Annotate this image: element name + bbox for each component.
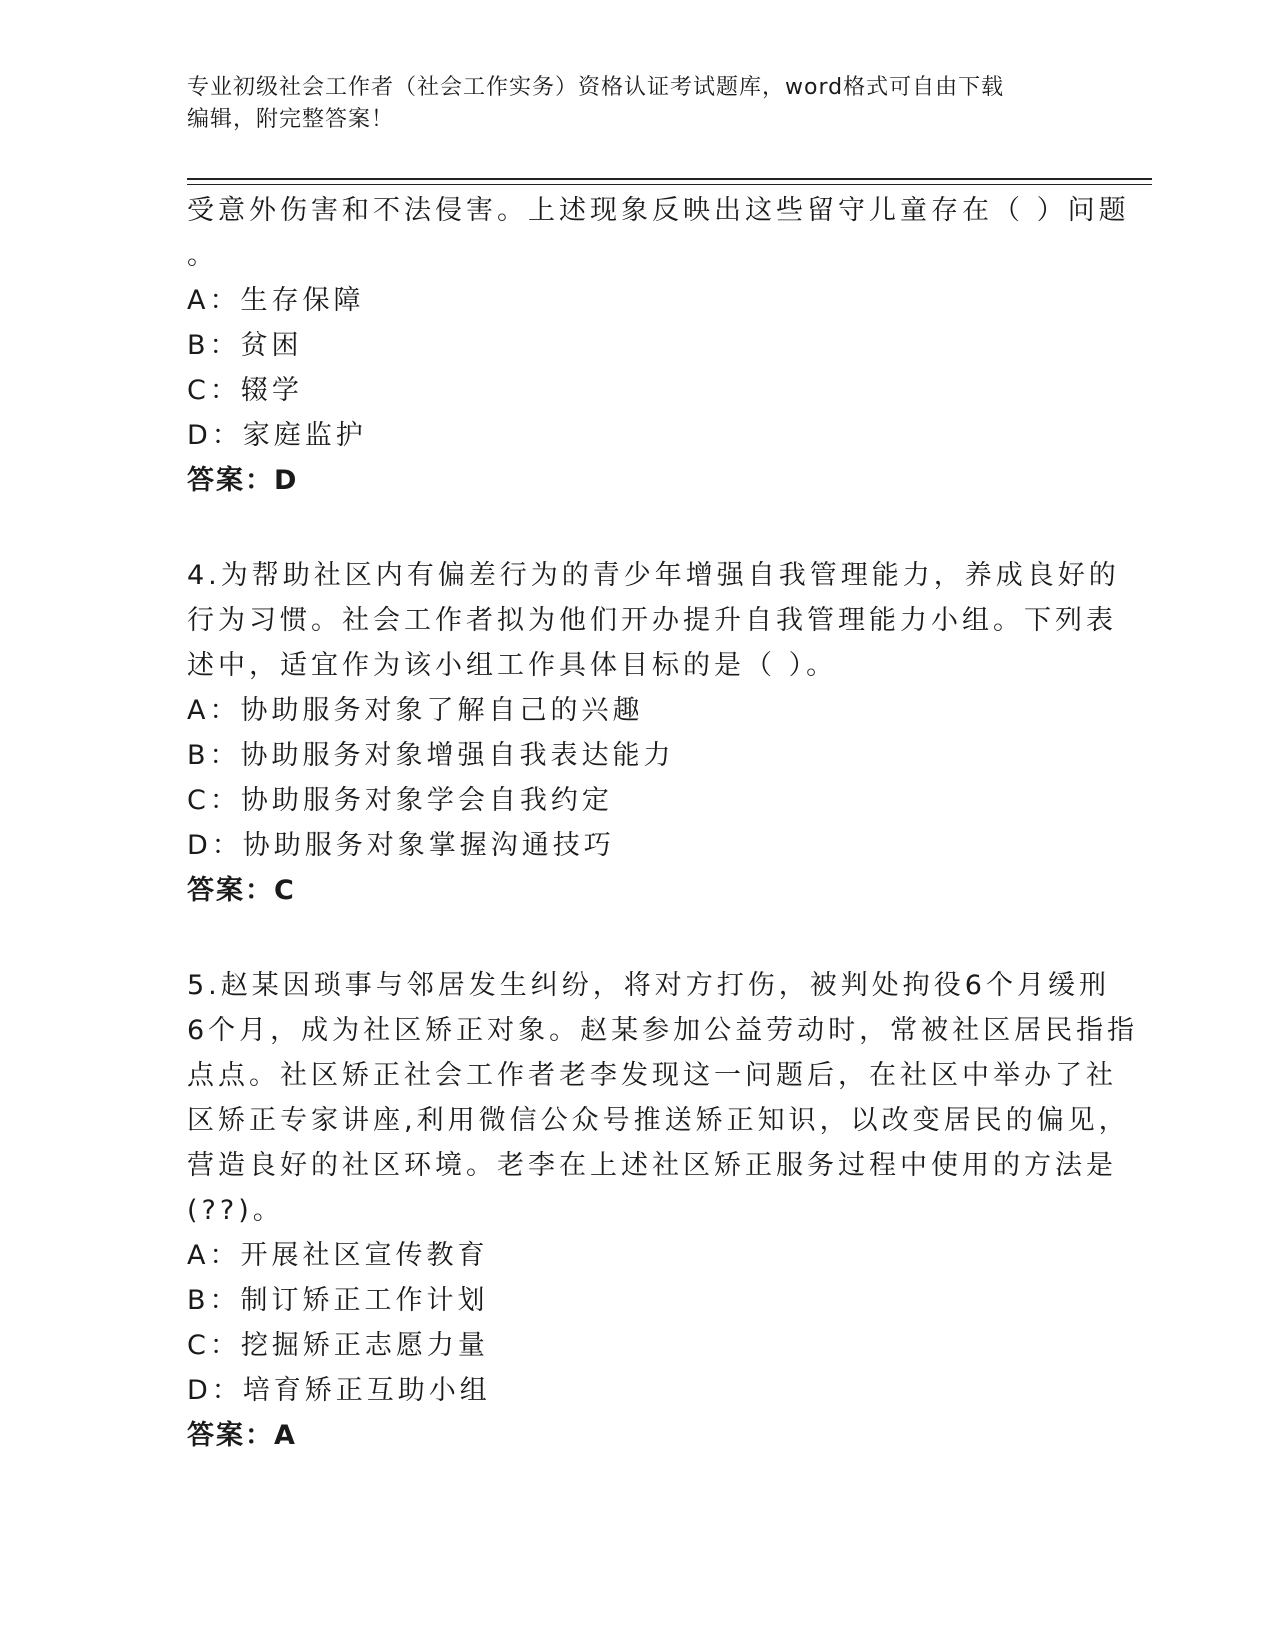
question-5-text-line: (??)。: [187, 1195, 284, 1226]
question-4-text-line: 行为习惯。社会工作者拟为他们开办提升自我管理能力小组。下列表: [187, 605, 1117, 636]
option-b: B：协助服务对象增强自我表达能力: [187, 740, 675, 771]
question-3: [187, 188, 1130, 503]
option-b: B：贫困: [187, 330, 303, 361]
header-line-1: 专业初级社会工作者（社会工作实务）资格认证考试题库，word格式可自由下载: [187, 75, 1005, 100]
question-4-text-line: 4.为帮助社区内有偏差行为的青少年增强自我管理能力，养成良好的: [187, 560, 1120, 591]
option-d: D：协助服务对象掌握沟通技巧: [187, 830, 615, 861]
question-4: [187, 553, 1120, 913]
question-5-text-line: 5.赵某因琐事与邻居发生纠纷，将对方打伤，被判处拘役6个月缓刑: [187, 970, 1110, 1001]
answer-label: 答案：A: [187, 1420, 297, 1451]
option-d: D：培育矫正互助小组: [187, 1375, 491, 1406]
question-5-text-line: 营造良好的社区环境。老李在上述社区矫正服务过程中使用的方法是: [187, 1150, 1117, 1181]
option-c: C：协助服务对象学会自我约定: [187, 785, 613, 816]
header-rule-thin: [187, 184, 1152, 185]
question-3-text-line: 。: [187, 240, 218, 271]
option-a: A：生存保障: [187, 285, 365, 316]
question-3-text-line: 受意外伤害和不法侵害。上述现象反映出这些留守儿童存在（ ）问题: [187, 195, 1130, 226]
question-5: [187, 963, 1139, 1458]
header-line-2: 编辑，附完整答案！: [187, 107, 395, 132]
option-c: C：辍学: [187, 375, 303, 406]
question-5-text-line: 区矫正专家讲座,利用微信公众号推送矫正知识，以改变居民的偏见，: [187, 1105, 1130, 1136]
answer-label: 答案：D: [187, 465, 299, 496]
option-c: C：挖掘矫正志愿力量: [187, 1330, 489, 1361]
document-body: [187, 188, 1139, 1458]
question-4-text-line: 述中，适宜作为该小组工作具体目标的是（ ）。: [187, 650, 838, 681]
option-a: A：开展社区宣传教育: [187, 1240, 489, 1271]
question-5-text-line: 点点。社区矫正社会工作者老李发现这一问题后，在社区中举办了社: [187, 1060, 1117, 1091]
document-header: [187, 72, 1087, 136]
option-d: D：家庭监护: [187, 420, 367, 451]
question-5-text-line: 6个月，成为社区矫正对象。赵某参加公益劳动时，常被社区居民指指: [187, 1015, 1139, 1046]
option-b: B：制订矫正工作计划: [187, 1285, 489, 1316]
header-rule-thick: [187, 178, 1152, 180]
option-a: A：协助服务对象了解自己的兴趣: [187, 695, 644, 726]
answer-label: 答案：C: [187, 875, 296, 906]
